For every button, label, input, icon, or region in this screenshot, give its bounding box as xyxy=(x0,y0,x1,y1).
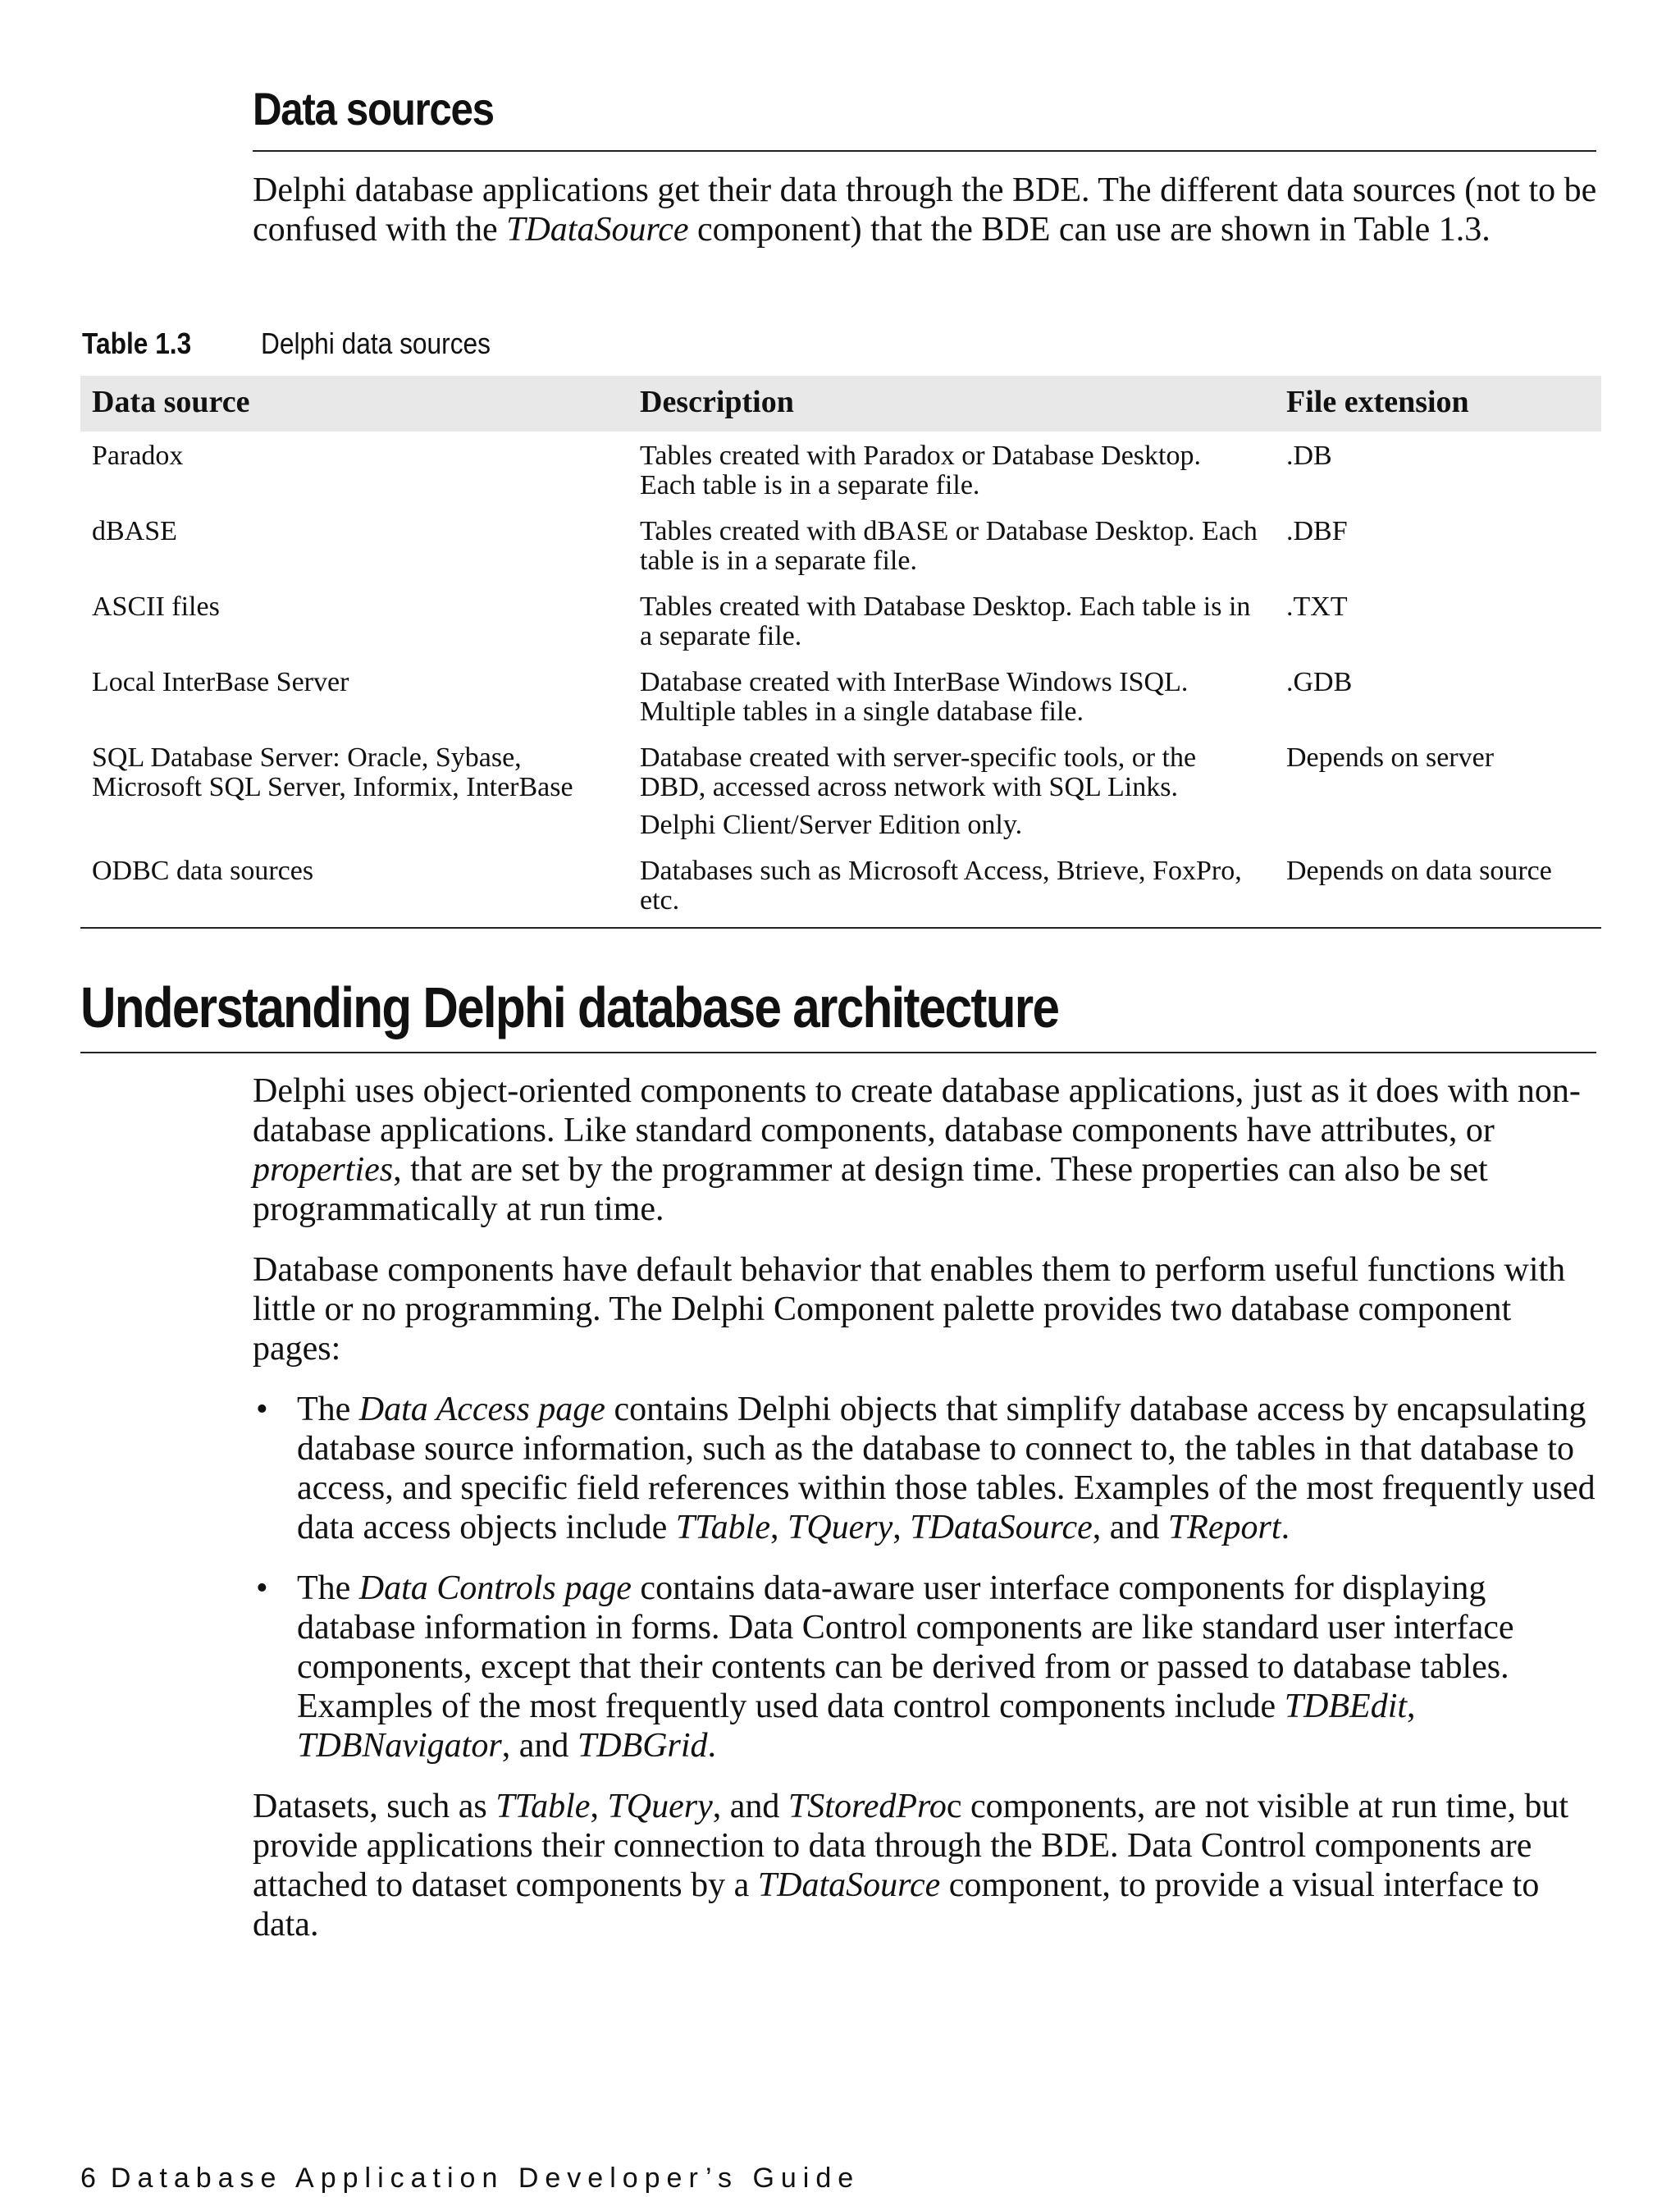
section-title: Data sources xyxy=(253,83,494,135)
page-footer xyxy=(80,2163,860,2195)
architecture-paragraph-1: Delphi uses object-oriented components to create database applications, just as it does with non-database applications. Like standard components, database components have attributes, or properties, that are set by the programmer at design time. These properties can also be set programmatically at run time. xyxy=(253,1072,1581,1228)
column-header: Data source xyxy=(80,376,628,432)
intro-paragraph: Delphi database applications get their data through the BDE. The different data sources (not to be confused with the TDataSource component) that the BDE can use are shown in Table 1.3. xyxy=(253,171,1597,249)
architecture-body xyxy=(253,1071,1606,1966)
cell-source: ODBC data sources xyxy=(80,847,628,928)
chapter-heading-rule xyxy=(80,1052,1596,1053)
architecture-paragraph-2: Database components have default behavior that enables them to perform useful functions with little or no programming. The Delphi Component palette provides two database component pages: xyxy=(253,1251,1566,1368)
cell-description: Tables created with Database Desktop. Each table is in a separate file. xyxy=(640,592,1251,651)
component-pages-list xyxy=(253,1390,1606,1765)
cell-description: Tables created with dBASE or Database Desktop. Each table is in a separate file. xyxy=(640,516,1258,576)
bullet-icon: • xyxy=(256,1569,268,1607)
cell-extension: .GDB xyxy=(1286,667,1353,697)
cell-description: Database created with InterBase Windows ISQL. Multiple tables in a single database file. xyxy=(640,667,1189,727)
table-row xyxy=(80,582,1601,658)
architecture-paragraph-3: Datasets, such as TTable, TQuery, and TStoredProc components, are not visible at run time, but provide applications their connection to data through the BDE. Data Control components are attached to dataset components by a TDataSource component, to provide a visual interface to data. xyxy=(253,1788,1568,1944)
data-sources-table xyxy=(80,376,1601,929)
cell-extension: .TXT xyxy=(1286,592,1348,622)
cell-description: Tables created with Paradox or Database Desktop. Each table is in a separate file. xyxy=(640,441,1201,500)
list-item: • The Data Access page contains Delphi objects that simplify database access by encapsulating database source information, such as the database to connect to, the tables in that database to access, and specific field references within those tables. Examples of the most frequently used data access objects include TTable, TQuery, TDataSource, and TReport. xyxy=(256,1391,1596,1546)
table-row xyxy=(80,658,1601,733)
table-row xyxy=(80,432,1601,507)
cell-source: ASCII files xyxy=(92,592,220,622)
cell-source: Local InterBase Server xyxy=(92,667,349,697)
table-header-row xyxy=(80,376,1601,432)
cell-extension: .DB xyxy=(1286,441,1332,471)
column-header: File extension xyxy=(1275,376,1601,432)
column-header: Description xyxy=(628,376,1275,432)
bullet-icon: • xyxy=(256,1391,268,1428)
cell-note: Delphi Client/Server Edition only. xyxy=(640,810,1023,840)
book-title: Database Application Developer’s Guide xyxy=(110,2163,861,2194)
cell-extension: Depends on data source xyxy=(1275,847,1601,928)
list-item: • The Data Controls page contains data-aware user interface components for displaying database information in forms. Data Control components are like standard user interface components, except that their contents can be derived from or passed to database tables. Examples of the most frequently used data control components include TDBEdit, TDBNavigator, and TDBGrid. xyxy=(256,1569,1514,1765)
page-number: 6 xyxy=(80,2163,96,2194)
table-row xyxy=(80,847,1601,928)
cell-extension: .DBF xyxy=(1286,516,1348,546)
cell-source: Paradox xyxy=(92,441,184,471)
cell-description: Databases such as Microsoft Access, Btrieve, FoxPro, etc. xyxy=(628,847,1275,928)
cell-description: Database created with server-specific tools, or the DBD, accessed across network with SQL Links. Delphi Client/Server Edition only. xyxy=(628,733,1275,847)
table-row xyxy=(80,733,1601,847)
cell-source: SQL Database Server: Oracle, Sybase, Microsoft SQL Server, Informix, InterBase xyxy=(92,742,573,802)
chapter-heading: Understanding Delphi database architecture xyxy=(80,975,1059,1039)
section-title-rule xyxy=(253,150,1596,152)
cell-extension: Depends on server xyxy=(1286,742,1495,773)
table-caption-title: Delphi data sources xyxy=(261,327,491,360)
table-caption-label: Table 1.3 xyxy=(82,327,192,360)
table-row xyxy=(80,507,1601,582)
cell-source: dBASE xyxy=(92,516,177,546)
